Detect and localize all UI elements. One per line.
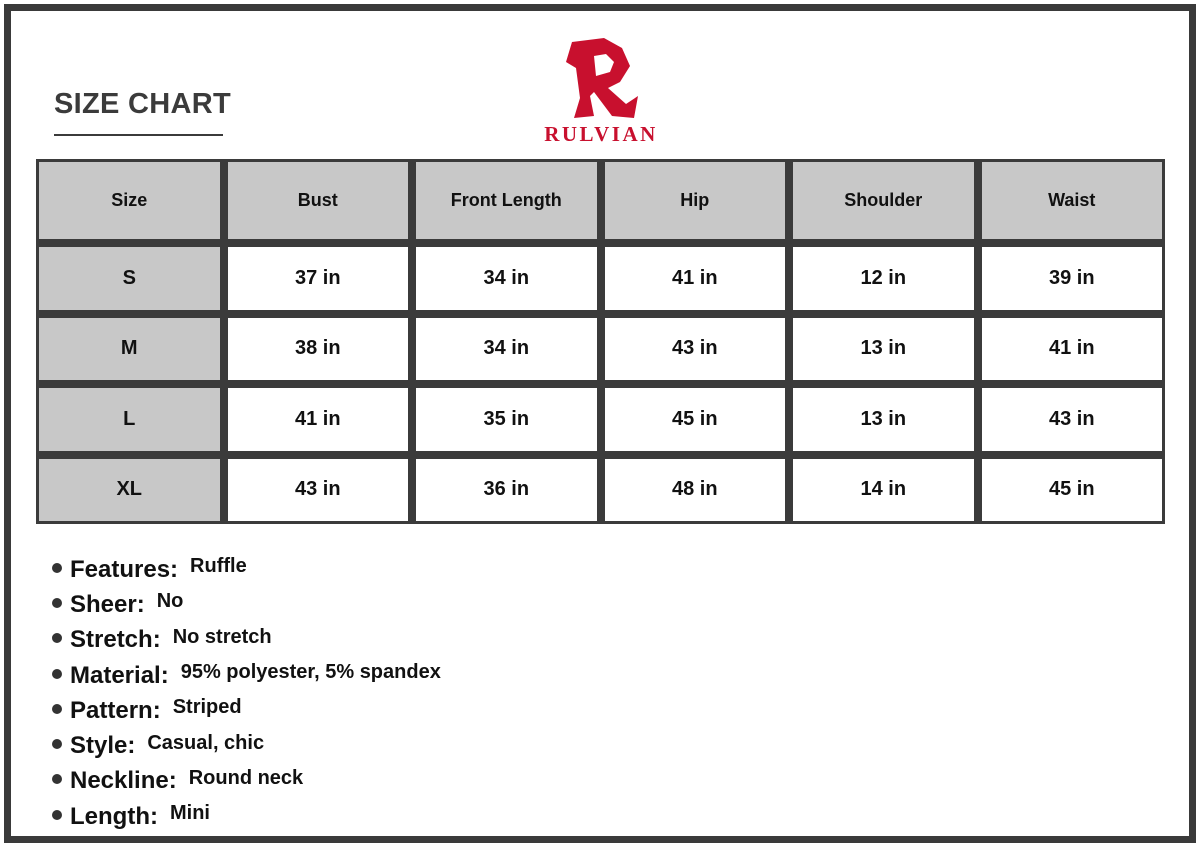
brand-name: RULVIAN [544, 122, 658, 146]
table-cell: 37 in [228, 247, 409, 310]
feature-label: Pattern: [70, 696, 161, 724]
table-header-cell: Hip [605, 162, 786, 239]
bullet-icon [52, 774, 62, 784]
feature-item [52, 764, 441, 799]
feature-label: Length: [70, 802, 158, 830]
table-cell: 38 in [228, 318, 409, 381]
features-list [52, 552, 441, 834]
feature-label: Stretch: [70, 626, 161, 654]
feature-label: Material: [70, 661, 169, 689]
feature-value: Round neck [188, 766, 304, 789]
table-header-cell: Bust [228, 162, 409, 239]
table-cell: 45 in [982, 459, 1163, 522]
feature-item [52, 552, 441, 587]
feature-label: Neckline: [70, 767, 177, 795]
feature-label: Features: [70, 555, 179, 583]
feature-item [52, 693, 441, 728]
feature-item [52, 623, 441, 658]
table-cell: 12 in [793, 247, 974, 310]
feature-label: Style: [70, 732, 136, 760]
table-cell: 13 in [793, 388, 974, 451]
feature-item [52, 658, 441, 693]
bullet-icon [52, 704, 62, 714]
table-cell: 41 in [982, 318, 1163, 381]
feature-value: No stretch [172, 625, 272, 648]
table-header-cell: Waist [982, 162, 1163, 239]
bullet-icon [52, 563, 62, 573]
feature-item [52, 728, 441, 763]
title-underline [54, 134, 223, 136]
table-cell: 36 in [416, 459, 597, 522]
table-cell: 45 in [605, 388, 786, 451]
feature-label: Sheer: [70, 590, 145, 618]
feature-value: Casual, chic [147, 731, 265, 754]
table-header-cell: Size [39, 162, 220, 239]
table-cell: 48 in [605, 459, 786, 522]
bullet-icon [52, 669, 62, 679]
size-label-cell: L [39, 388, 220, 451]
size-table [36, 159, 1165, 524]
table-cell: 43 in [228, 459, 409, 522]
feature-value: Mini [169, 802, 210, 825]
table-cell: 34 in [416, 247, 597, 310]
bullet-icon [52, 739, 62, 749]
page-title: SIZE CHART [54, 88, 231, 120]
table-cell: 43 in [982, 388, 1163, 451]
table-cell: 13 in [793, 318, 974, 381]
feature-item [52, 799, 441, 834]
table-cell: 41 in [605, 247, 786, 310]
feature-value: 95% polyester, 5% spandex [180, 661, 441, 684]
bullet-icon [52, 810, 62, 820]
feature-value: No [156, 590, 184, 613]
table-cell: 39 in [982, 247, 1163, 310]
table-cell: 34 in [416, 318, 597, 381]
table-cell: 35 in [416, 388, 597, 451]
table-header-cell: Shoulder [793, 162, 974, 239]
table-cell: 43 in [605, 318, 786, 381]
feature-value: Striped [172, 696, 242, 719]
bullet-icon [52, 633, 62, 643]
r-letter-logo-icon [564, 38, 638, 118]
size-label-cell: XL [39, 459, 220, 522]
table-cell: 41 in [228, 388, 409, 451]
bullet-icon [52, 598, 62, 608]
table-cell: 14 in [793, 459, 974, 522]
brand-logo [526, 38, 676, 146]
feature-item [52, 587, 441, 622]
table-header-cell: Front Length [416, 162, 597, 239]
feature-value: Ruffle [190, 555, 247, 578]
size-label-cell: S [39, 247, 220, 310]
size-label-cell: M [39, 318, 220, 381]
